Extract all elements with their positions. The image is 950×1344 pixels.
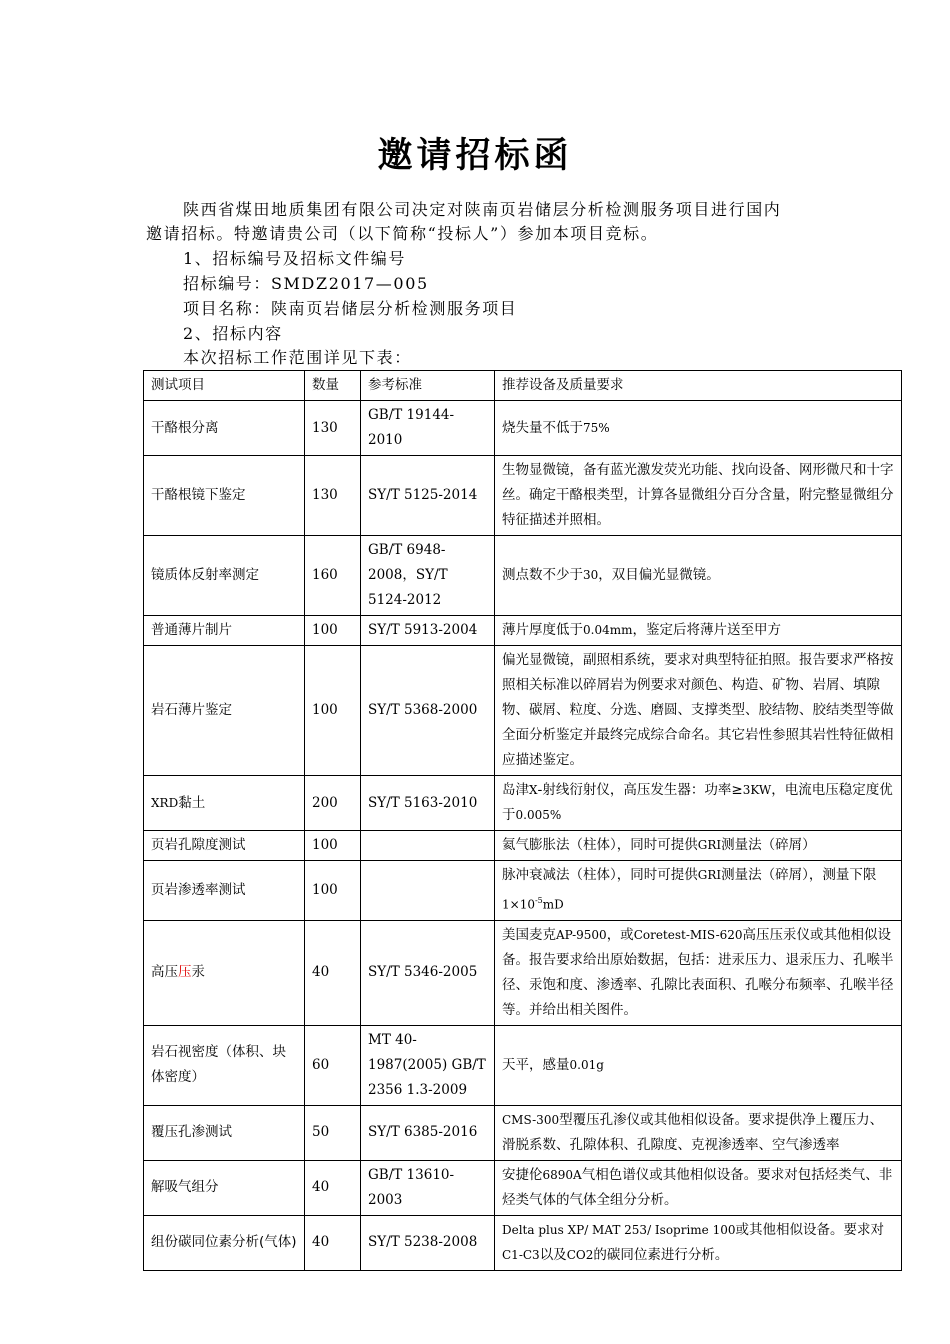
- cell-req: [495, 536, 902, 616]
- cell-req: [495, 401, 902, 456]
- cell-item: 干酪根分离: [144, 401, 305, 456]
- cell-req: 生物显微镜，备有蓝光激发荧光功能、找向设备、网形微尺和十字丝。确定干酪根类型，计算各显微组分百分含量，附完整显微组分特征描述并照相。: [495, 456, 902, 536]
- cell-std: SY/T 5368-2000: [361, 646, 495, 776]
- cell-std: SY/T 5913-2004: [361, 616, 495, 646]
- header-test-item: 测试项目: [144, 371, 305, 401]
- req-text: 测量法（碎屑），测量下限: [721, 867, 877, 883]
- table-row: [144, 536, 902, 616]
- cell-req: [495, 1215, 902, 1270]
- req-text: 气相色谱仪或其他相似设备。要求对包括烃类气、非烃类气体的气体全组分分析。: [502, 1166, 893, 1208]
- req-text: ，双目偏光显微镜。: [598, 567, 720, 583]
- cell-req: 偏光显微镜，副照相系统，要求对典型特征拍照。报告要求严格按照相关标准以碎屑岩为例要求对颜色、构造、矿物、岩屑、填隙物、碳屑、粒度、分选、磨圆、支撑类型、胶结物、胶结类型等做全面分析鉴定并最终完成综合命名。其它岩性参照其岩性特征做相应描述鉴定。: [495, 646, 902, 776]
- req-text: 的碳同位素进行分析。: [593, 1246, 729, 1263]
- req-text: 天平，感量: [502, 1056, 570, 1073]
- document-title: 邀请招标函: [377, 136, 573, 176]
- req-text: 测点数不少于: [502, 567, 583, 583]
- cell-req: [495, 1105, 902, 1160]
- item-highlight: 压: [178, 964, 192, 980]
- bid-number: 招标编号：SMDZ2017—005: [183, 274, 429, 293]
- req-text: 型覆压孔渗仪或其他相似设备。要求提供净上覆压力、滑脱系数、孔隙体积、孔隙度、克视渗透率、空气渗透率: [502, 1111, 884, 1153]
- table-row: [144, 616, 902, 646]
- cell-std: GB/T 19144-2010: [361, 401, 495, 456]
- cell-item: 覆压孔渗测试: [144, 1105, 305, 1160]
- cell-item: 岩石薄片鉴定: [144, 646, 305, 776]
- cell-qty: 160: [305, 536, 361, 616]
- req-value: 75%: [583, 420, 610, 435]
- req-value: 6890A: [542, 1167, 582, 1182]
- cell-item: 页岩孔隙度测试: [144, 831, 305, 861]
- cell-qty: 40: [305, 1160, 361, 1215]
- cell-item: 岩石视密度（体积、块体密度）: [144, 1025, 305, 1105]
- table-row: [144, 831, 902, 861]
- req-value: 0.005%: [515, 808, 562, 822]
- cell-std: SY/T 5163-2010: [361, 776, 495, 831]
- req-text: 脉冲衰减法（柱体），同时可提供: [502, 867, 698, 883]
- cell-std: SY/T 5346-2005: [361, 920, 495, 1025]
- cell-qty: 130: [305, 456, 361, 536]
- req-text: 烧失量不低于: [502, 419, 583, 436]
- table-row: [144, 1215, 902, 1270]
- cell-item: 解吸气组分: [144, 1160, 305, 1215]
- req-value: 1×10: [502, 897, 535, 912]
- req-text: -射线衍射仪，高压发生器：功率≥: [537, 782, 743, 798]
- req-value: 0.04mm: [583, 623, 633, 637]
- req-text: 安捷伦: [502, 1166, 543, 1183]
- table-header-row: [144, 371, 902, 401]
- cell-req: [495, 831, 902, 861]
- cell-std: [361, 861, 495, 921]
- cell-std: GB/T 6948-2008，SY/T 5124-2012: [361, 536, 495, 616]
- req-value: 0.01g: [569, 1057, 604, 1072]
- table-row: [144, 646, 902, 776]
- req-text: 薄片厚度低于: [502, 622, 583, 638]
- table-row: [144, 1160, 902, 1215]
- cell-qty: 100: [305, 616, 361, 646]
- req-text: 以及: [539, 1246, 567, 1263]
- req-text: 岛津: [502, 782, 529, 798]
- req-text: ，电流电压稳定度优于: [502, 782, 893, 823]
- scope-intro: 本次招标工作范围详见下表：: [183, 348, 412, 367]
- header-quantity: 数量: [305, 371, 361, 401]
- cell-std: MT 40-1987(2005) GB/T 2356 1.3-2009: [361, 1025, 495, 1105]
- req-text: 高压压汞仪或其他相似设备。报告要求给出原始数据，包括：进汞压力、退汞压力、孔喉半径、汞饱和度、渗透率、孔隙比表面积、孔喉分布频率、孔喉半径等。并给出相关图件。: [502, 926, 894, 1018]
- req-text: 氦气膨胀法（柱体），同时可提供: [502, 837, 698, 853]
- cell-qty: 100: [305, 831, 361, 861]
- table-row: [144, 456, 902, 536]
- table-row: [144, 776, 902, 831]
- req-text: ，鉴定后将薄片送至甲方: [632, 622, 781, 638]
- req-text: 或其他相似设备。要求对: [735, 1221, 885, 1238]
- cell-req: [495, 1160, 902, 1215]
- cell-std: [361, 831, 495, 861]
- req-value: C1-C3: [502, 1247, 540, 1262]
- cell-std: SY/T 5238-2008: [361, 1215, 495, 1270]
- cell-req: [495, 1025, 902, 1105]
- cell-qty: 130: [305, 401, 361, 456]
- cell-item: 组份碳同位素分析(气体): [144, 1215, 305, 1270]
- section-1-heading: 1、招标编号及招标文件编号: [183, 249, 406, 268]
- req-value: X: [529, 783, 538, 797]
- cell-std: GB/T 13610-2003: [361, 1160, 495, 1215]
- header-requirements: 推荐设备及质量要求: [495, 371, 902, 401]
- req-text: 美国麦克: [502, 926, 556, 943]
- req-unit: mD: [542, 897, 564, 912]
- intro-line-2: 邀请招标。特邀请贵公司（以下简称“投标人”）参加本项目竞标。: [146, 224, 659, 243]
- table-row: [144, 920, 902, 1025]
- item-text: 高压: [151, 964, 178, 980]
- req-value: CO2: [566, 1247, 594, 1262]
- table-row: [144, 401, 902, 456]
- cell-qty: 100: [305, 646, 361, 776]
- req-exponent: -5: [534, 896, 543, 905]
- table-row: [144, 861, 902, 921]
- item-code: XRD: [151, 795, 179, 810]
- cell-item: 干酪根镜下鉴定: [144, 456, 305, 536]
- req-value: CMS-300: [502, 1112, 560, 1127]
- cell-req: [495, 861, 902, 921]
- req-text: 测量法（碎屑）: [721, 837, 816, 853]
- cell-req: [495, 920, 902, 1025]
- req-value: Delta plus XP/ MAT 253/ Isoprime 100: [502, 1222, 736, 1237]
- scope-table: [143, 370, 902, 1271]
- cell-qty: 60: [305, 1025, 361, 1105]
- req-value: GRI: [697, 868, 722, 882]
- intro-line-1: 陕西省煤田地质集团有限公司决定对陕南页岩储层分析检测服务项目进行国内: [183, 200, 782, 219]
- cell-item: [144, 776, 305, 831]
- cell-item: [144, 920, 305, 1025]
- section-2-heading: 2、招标内容: [183, 324, 283, 343]
- cell-qty: 40: [305, 1215, 361, 1270]
- cell-req: [495, 616, 902, 646]
- req-value: 30: [583, 568, 599, 582]
- cell-std: SY/T 6385-2016: [361, 1105, 495, 1160]
- project-name: 项目名称：陕南页岩储层分析检测服务项目: [183, 299, 518, 318]
- cell-qty: 200: [305, 776, 361, 831]
- req-value: GRI: [697, 838, 722, 852]
- req-text: ，或: [606, 926, 634, 943]
- item-text: 黏土: [178, 794, 206, 811]
- cell-item: 页岩渗透率测试: [144, 861, 305, 921]
- req-value: Coretest-MIS-620: [633, 927, 743, 942]
- cell-std: SY/T 5125-2014: [361, 456, 495, 536]
- table-row: [144, 1025, 902, 1105]
- req-value: 3KW: [742, 783, 772, 797]
- header-standard: 参考标准: [361, 371, 495, 401]
- table-row: [144, 1105, 902, 1160]
- req-value: AP-9500: [556, 927, 607, 942]
- cell-qty: 40: [305, 920, 361, 1025]
- item-text: 汞: [191, 964, 205, 980]
- cell-qty: 100: [305, 861, 361, 921]
- cell-req: [495, 776, 902, 831]
- cell-item: 普通薄片制片: [144, 616, 305, 646]
- cell-item: 镜质体反射率测定: [144, 536, 305, 616]
- cell-qty: 50: [305, 1105, 361, 1160]
